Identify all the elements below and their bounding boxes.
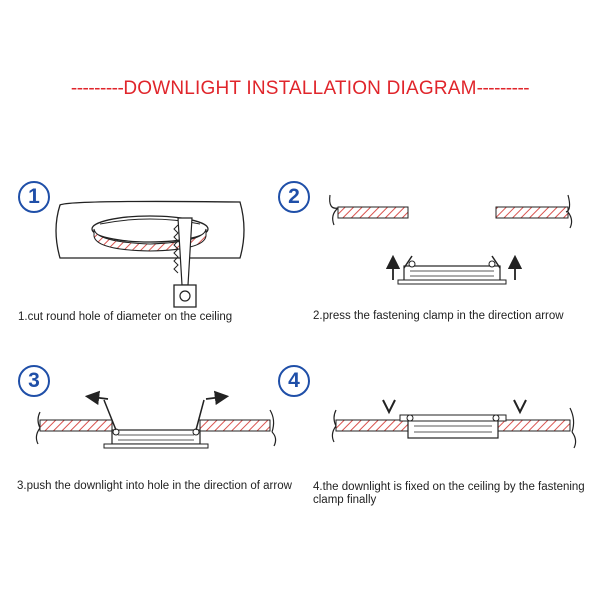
step-3-badge: 3	[18, 365, 50, 397]
step-1-badge: 1	[18, 181, 50, 213]
step-3-illustration	[36, 397, 275, 448]
step-2-illustration	[330, 195, 572, 284]
step-4-badge: 4	[278, 365, 310, 397]
step-4-illustration	[332, 400, 575, 448]
title-text: DOWNLIGHT INSTALLATION DIAGRAM	[123, 78, 477, 99]
title-dashes-left: ---------	[70, 78, 124, 99]
step-1-caption: 1.cut round hole of diameter on the ceiling	[18, 311, 233, 323]
step-4-caption: 4.the downlight is fixed on the ceiling by the fastening clamp finally	[313, 481, 585, 506]
step-1-illustration	[56, 201, 244, 307]
title-dashes-right: ---------	[476, 78, 530, 99]
step-2-caption: 2.press the fastening clamp in the direction arrow	[313, 310, 564, 322]
step-2-badge: 2	[278, 181, 310, 213]
step-3-caption: 3.push the downlight into hole in the direction of arrow	[17, 480, 292, 492]
